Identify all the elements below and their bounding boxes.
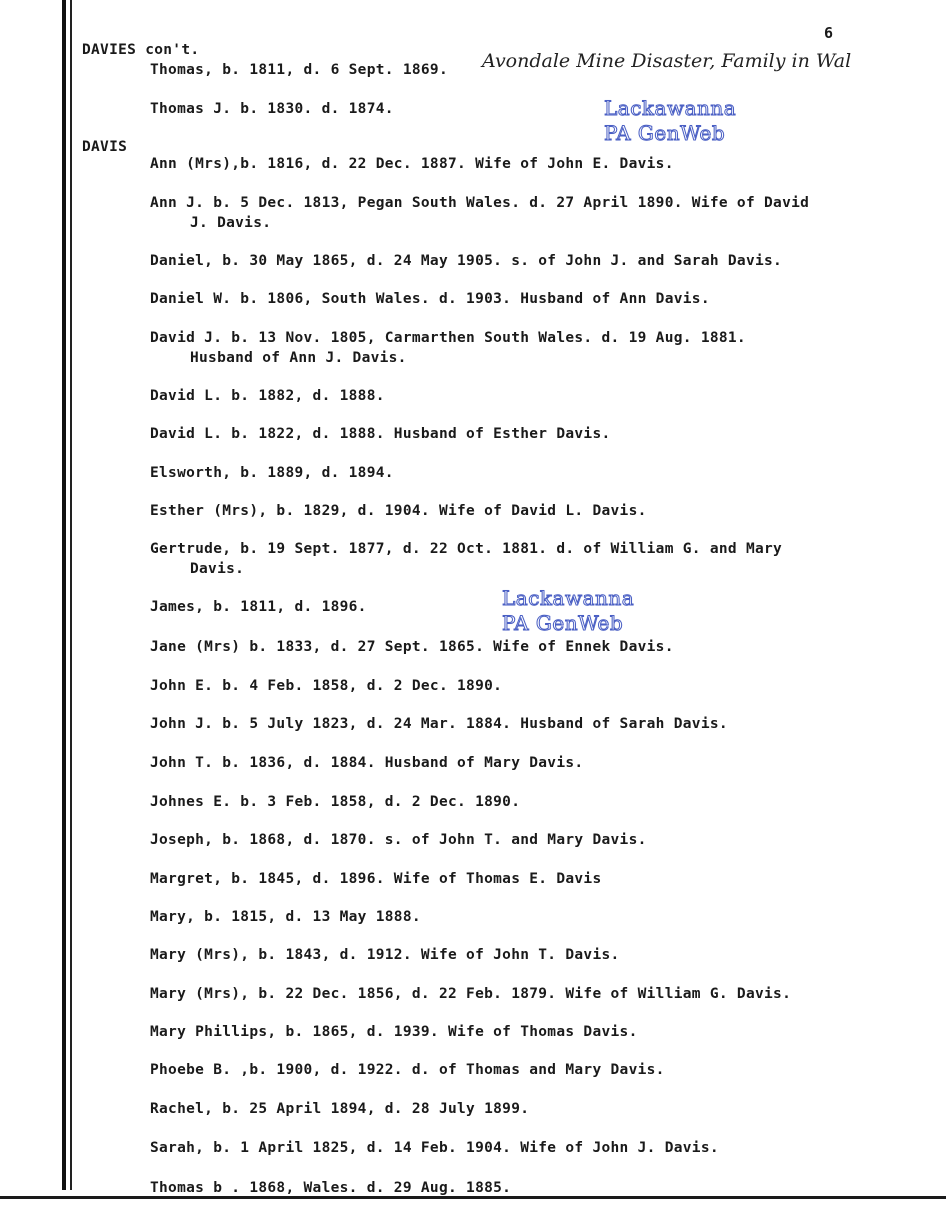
record-line: Phoebe B. ,b. 1900, d. 1922. d. of Thomas and Mary Davis. bbox=[150, 1062, 665, 1078]
watermark-line2: PA GenWeb bbox=[604, 121, 726, 145]
watermark-line1: Lackawanna bbox=[502, 586, 635, 610]
record-line: Daniel W. b. 1806, South Wales. d. 1903. Husband of Ann Davis. bbox=[150, 291, 710, 307]
record-line: Margret, b. 1845, d. 1896. Wife of Thomas E. Davis bbox=[150, 871, 602, 887]
record-line: Rachel, b. 25 April 1894, d. 28 July 1899. bbox=[150, 1101, 530, 1117]
record-line: Sarah, b. 1 April 1825, d. 14 Feb. 1904. Wife of John J. Davis. bbox=[150, 1140, 719, 1156]
left-margin-rule-inner bbox=[70, 0, 72, 1190]
section-heading-davies: DAVIES con't. bbox=[82, 42, 200, 58]
record-line: John E. b. 4 Feb. 1858, d. 2 Dec. 1890. bbox=[150, 678, 503, 694]
record-line: Jane (Mrs) b. 1833, d. 27 Sept. 1865. Wife of Ennek Davis. bbox=[150, 639, 674, 655]
record-line: Mary Phillips, b. 1865, d. 1939. Wife of Thomas Davis. bbox=[150, 1024, 638, 1040]
record-line: James, b. 1811, d. 1896. bbox=[150, 599, 367, 615]
record-line: Ann J. b. 5 Dec. 1813, Pegan South Wales. d. 27 April 1890. Wife of David bbox=[150, 195, 810, 211]
record-line: Joseph, b. 1868, d. 1870. s. of John T. and Mary Davis. bbox=[150, 832, 647, 848]
record-line: Thomas b . 1868, Wales. d. 29 Aug. 1885. bbox=[150, 1180, 512, 1196]
record-line: Elsworth, b. 1889, d. 1894. bbox=[150, 465, 394, 481]
record-line: Gertrude, b. 19 Sept. 1877, d. 22 Oct. 1881. d. of William G. and Mary bbox=[150, 541, 783, 557]
record-line: Mary, b. 1815, d. 13 May 1888. bbox=[150, 909, 421, 925]
watermark-line2: PA GenWeb bbox=[502, 611, 624, 635]
record-line: David L. b. 1822, d. 1888. Husband of Esther Davis. bbox=[150, 426, 611, 442]
record-line: Mary (Mrs), b. 1843, d. 1912. Wife of John T. Davis. bbox=[150, 947, 620, 963]
record-line: Thomas, b. 1811, d. 6 Sept. 1869. bbox=[150, 62, 448, 78]
record-line: John T. b. 1836, d. 1884. Husband of Mary Davis. bbox=[150, 755, 584, 771]
record-line: Daniel, b. 30 May 1865, d. 24 May 1905. s. of John J. and Sarah Davis. bbox=[150, 253, 783, 269]
record-line: John J. b. 5 July 1823, d. 24 Mar. 1884. Husband of Sarah Davis. bbox=[150, 716, 728, 732]
bottom-rule bbox=[0, 1196, 946, 1199]
record-line: Husband of Ann J. Davis. bbox=[190, 350, 407, 366]
watermark bbox=[604, 96, 736, 146]
record-line: Esther (Mrs), b. 1829, d. 1904. Wife of David L. Davis. bbox=[150, 503, 647, 519]
record-line: Davis. bbox=[190, 561, 245, 577]
record-line: David J. b. 13 Nov. 1805, Carmarthen South Wales. d. 19 Aug. 1881. bbox=[150, 330, 746, 346]
page-number: 6 bbox=[824, 24, 834, 42]
record-line: David L. b. 1882, d. 1888. bbox=[150, 388, 385, 404]
section-heading-davis: DAVIS bbox=[82, 139, 128, 155]
record-line: Ann (Mrs),b. 1816, d. 22 Dec. 1887. Wife of John E. Davis. bbox=[150, 156, 674, 172]
left-margin-rule bbox=[62, 0, 66, 1190]
watermark bbox=[502, 586, 634, 636]
record-line: Johnes E. b. 3 Feb. 1858, d. 2 Dec. 1890. bbox=[150, 794, 521, 810]
record-line: Thomas J. b. 1830. d. 1874. bbox=[150, 101, 394, 117]
watermark-line1: Lackawanna bbox=[604, 96, 737, 120]
handwritten-note: Avondale Mine Disaster, Family in Wal bbox=[482, 50, 852, 72]
record-line: J. Davis. bbox=[190, 215, 272, 231]
record-line: Mary (Mrs), b. 22 Dec. 1856, d. 22 Feb. 1879. Wife of William G. Davis. bbox=[150, 986, 792, 1002]
